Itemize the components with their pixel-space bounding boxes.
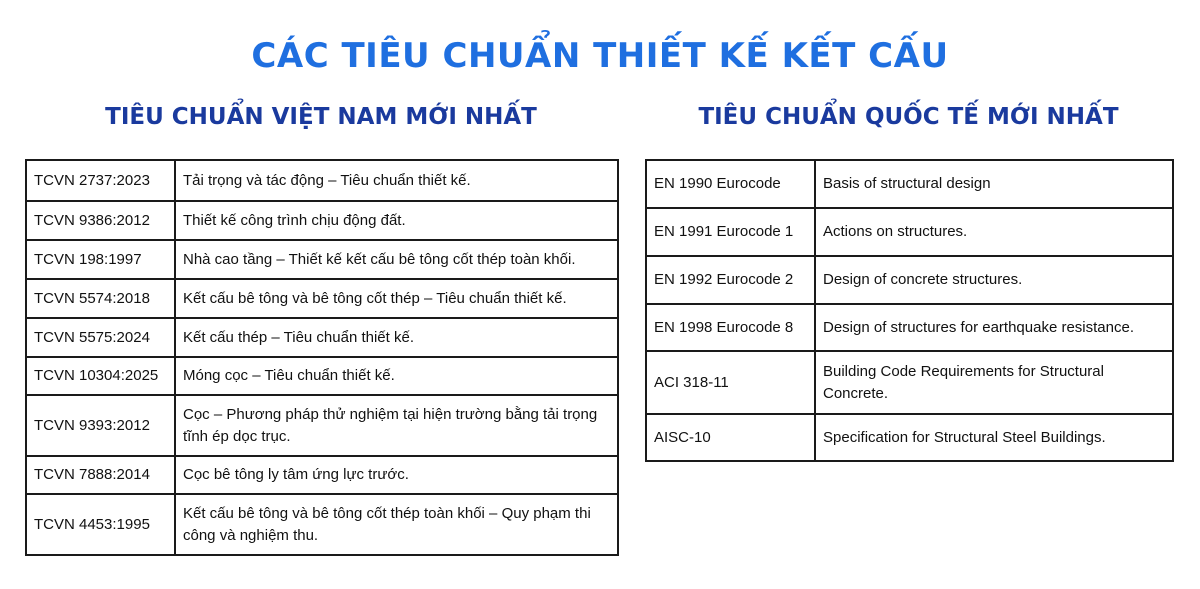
standard-description: Specification for Structural Steel Buildings.	[815, 414, 1173, 461]
table-row	[26, 456, 618, 494]
table-row	[26, 395, 618, 456]
table-row	[646, 351, 1173, 414]
table-row	[26, 240, 618, 279]
standard-code: EN 1991 Eurocode 1	[646, 208, 815, 256]
standard-code: ACI 318-11	[646, 351, 815, 414]
standard-code: TCVN 4453:1995	[26, 494, 175, 555]
vietnam-standards-heading: TIÊU CHUẨN VIỆT NAM MỚI NHẤT	[105, 104, 537, 130]
table-row	[646, 160, 1173, 208]
standard-code: TCVN 5574:2018	[26, 279, 175, 318]
vietnam-standards-table	[25, 159, 619, 556]
standard-code: EN 1990 Eurocode	[646, 160, 815, 208]
standard-code: TCVN 198:1997	[26, 240, 175, 279]
table-row	[646, 414, 1173, 461]
international-standards-table	[645, 159, 1174, 462]
standard-code: AISC-10	[646, 414, 815, 461]
standard-description: Cọc bê tông ly tâm ứng lực trước.	[175, 456, 618, 494]
table-row	[646, 256, 1173, 304]
standard-description: Actions on structures.	[815, 208, 1173, 256]
standard-description: Basis of structural design	[815, 160, 1173, 208]
table-row	[646, 304, 1173, 351]
table-row	[26, 357, 618, 395]
standard-description: Design of concrete structures.	[815, 256, 1173, 304]
standard-description: Design of structures for earthquake resistance.	[815, 304, 1173, 351]
table-row	[26, 318, 618, 357]
international-standards-heading: TIÊU CHUẨN QUỐC TẾ MỚI NHẤT	[698, 104, 1119, 130]
standard-code: TCVN 9386:2012	[26, 201, 175, 240]
standard-description: Kết cấu bê tông và bê tông cốt thép toàn khối – Quy phạm thi công và nghiệm thu.	[175, 494, 618, 555]
standard-description: Tải trọng và tác động – Tiêu chuẩn thiết kế.	[175, 160, 618, 201]
table-row	[26, 201, 618, 240]
standard-description: Kết cấu thép – Tiêu chuẩn thiết kế.	[175, 318, 618, 357]
standard-code: EN 1998 Eurocode 8	[646, 304, 815, 351]
standard-code: TCVN 7888:2014	[26, 456, 175, 494]
table-row	[26, 160, 618, 201]
table-row	[26, 279, 618, 318]
standard-code: TCVN 10304:2025	[26, 357, 175, 395]
standard-description: Building Code Requirements for Structural Concrete.	[815, 351, 1173, 414]
standard-code: TCVN 9393:2012	[26, 395, 175, 456]
standard-description: Thiết kế công trình chịu động đất.	[175, 201, 618, 240]
page-title: CÁC TIÊU CHUẨN THIẾT KẾ KẾT CẤU	[251, 36, 949, 76]
standard-description: Kết cấu bê tông và bê tông cốt thép – Tiêu chuẩn thiết kế.	[175, 279, 618, 318]
standard-code: EN 1992 Eurocode 2	[646, 256, 815, 304]
standard-code: TCVN 2737:2023	[26, 160, 175, 201]
standard-description: Nhà cao tầng – Thiết kế kết cấu bê tông cốt thép toàn khối.	[175, 240, 618, 279]
table-row	[26, 494, 618, 555]
standard-description: Móng cọc – Tiêu chuẩn thiết kế.	[175, 357, 618, 395]
standard-code: TCVN 5575:2024	[26, 318, 175, 357]
table-row	[646, 208, 1173, 256]
standard-description: Cọc – Phương pháp thử nghiệm tại hiện trường bằng tải trọng tĩnh ép dọc trục.	[175, 395, 618, 456]
